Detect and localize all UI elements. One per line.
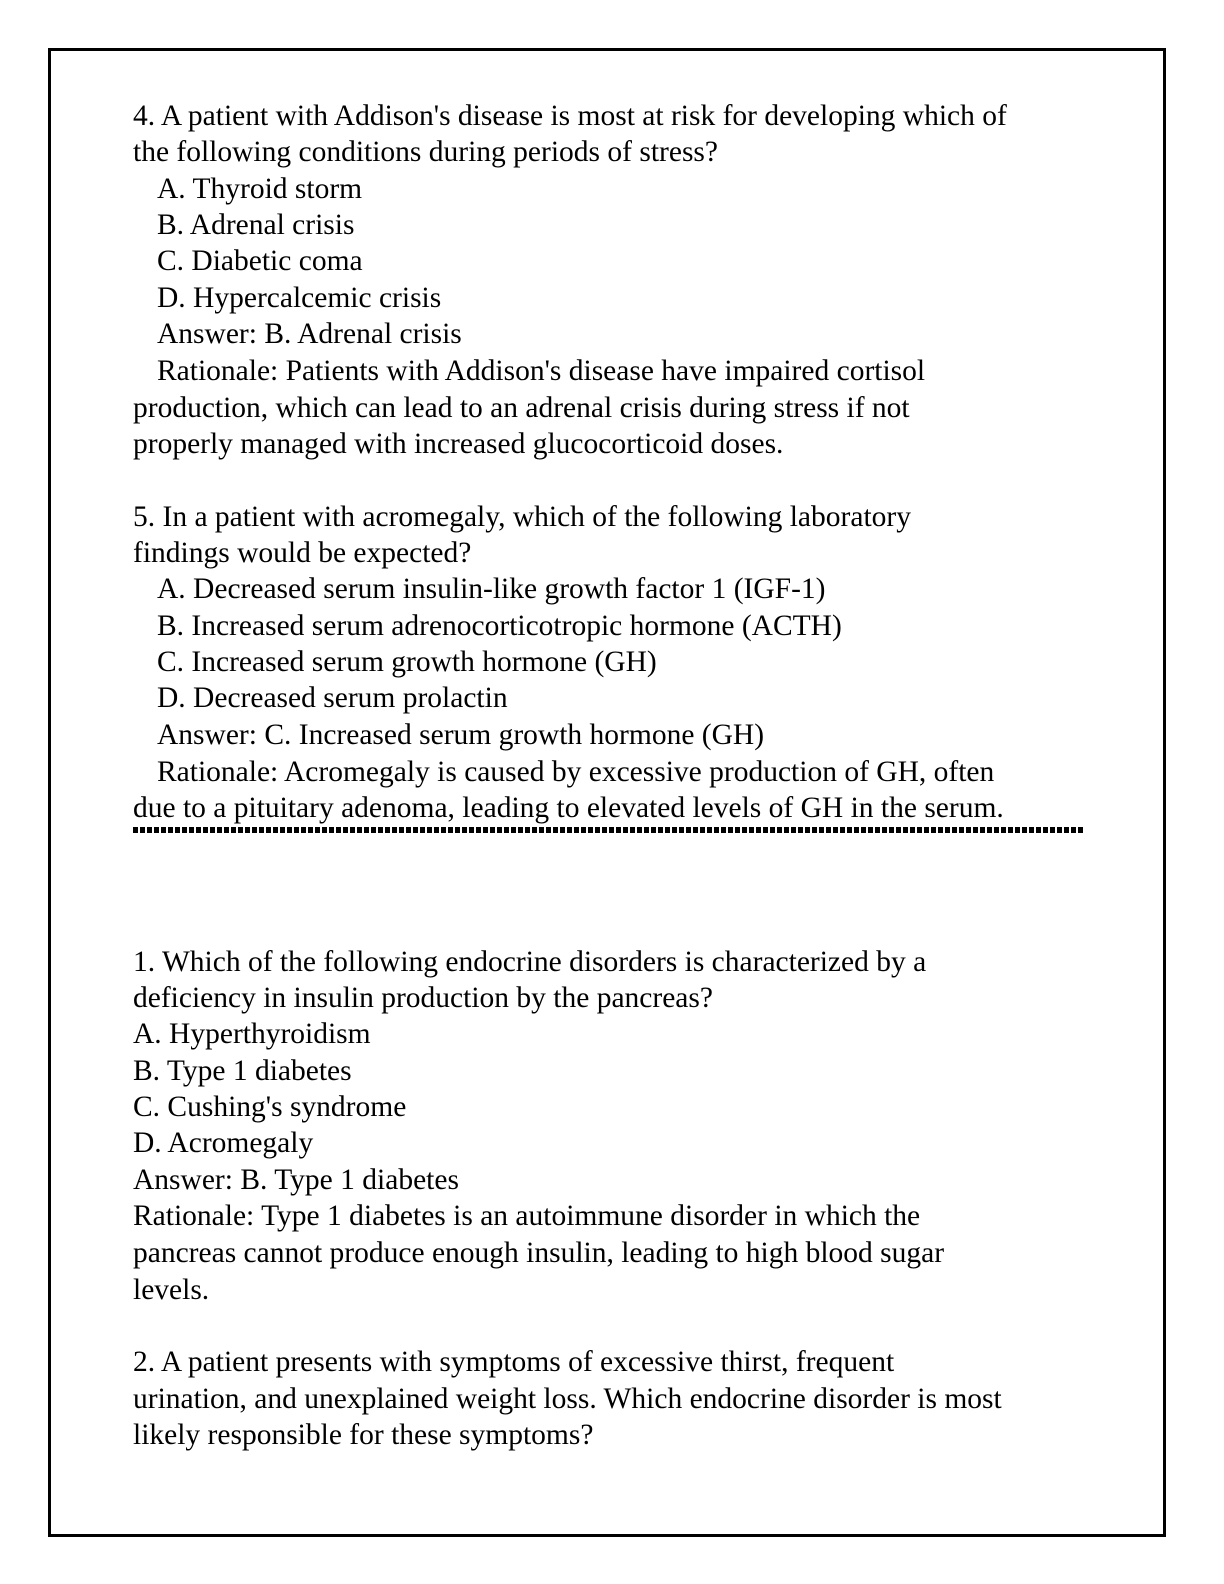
q5-question-line: 5. In a patient with acromegaly, which of the following laboratory (133, 501, 911, 533)
q5-option-d: D. Decreased serum prolactin (157, 682, 508, 714)
q1-rationale-line: levels. (133, 1274, 210, 1306)
q4-option-c: C. Diabetic coma (157, 245, 363, 277)
q5-option-c: C. Increased serum growth hormone (GH) (157, 646, 657, 678)
q4-rationale-line: production, which can lead to an adrenal crisis during stress if not (133, 392, 910, 424)
q4-rationale-line: properly managed with increased glucocorticoid doses. (133, 428, 784, 460)
q5-answer: Answer: C. Increased serum growth hormone (GH) (157, 719, 765, 751)
q4-option-d: D. Hypercalcemic crisis (157, 282, 442, 314)
q1-rationale-line: pancreas cannot produce enough insulin, leading to high blood sugar (133, 1237, 945, 1269)
q1-option-d: D. Acromegaly (133, 1127, 314, 1159)
q1-option-c: C. Cushing's syndrome (133, 1091, 407, 1123)
q5-rationale-line: Rationale: Acromegaly is caused by excessive production of GH, often (157, 756, 995, 788)
q1-question-line: deficiency in insulin production by the pancreas? (133, 982, 713, 1014)
q1-option-a: A. Hyperthyroidism (133, 1018, 371, 1050)
q1-option-b: B. Type 1 diabetes (133, 1055, 352, 1087)
q1-rationale-line: Rationale: Type 1 diabetes is an autoimmune disorder in which the (133, 1200, 921, 1232)
q2-question-line: likely responsible for these symptoms? (133, 1419, 594, 1451)
q2-question-line: 2. A patient presents with symptoms of excessive thirst, frequent (133, 1346, 895, 1378)
q4-question-line: 4. A patient with Addison's disease is most at risk for developing which of (133, 100, 1007, 132)
q5-option-b: B. Increased serum adrenocorticotropic hormone (ACTH) (157, 610, 842, 642)
q5-option-a: A. Decreased serum insulin-like growth factor 1 (IGF-1) (157, 573, 826, 605)
q2-question-line: urination, and unexplained weight loss. Which endocrine disorder is most (133, 1383, 1002, 1415)
q4-option-b: B. Adrenal crisis (157, 209, 355, 241)
q1-question-line: 1. Which of the following endocrine disorders is characterized by a (133, 946, 927, 978)
q5-rationale-line: due to a pituitary adenoma, leading to elevated levels of GH in the serum. (133, 792, 1004, 824)
q4-rationale-line: Rationale: Patients with Addison's disease have impaired cortisol (157, 355, 926, 387)
dotted-divider (133, 827, 1083, 833)
q4-option-a: A. Thyroid storm (157, 173, 363, 205)
q4-answer: Answer: B. Adrenal crisis (157, 318, 462, 350)
q5-question-line: findings would be expected? (133, 537, 472, 569)
q1-answer: Answer: B. Type 1 diabetes (133, 1164, 459, 1196)
q4-question-line: the following conditions during periods of stress? (133, 136, 719, 168)
